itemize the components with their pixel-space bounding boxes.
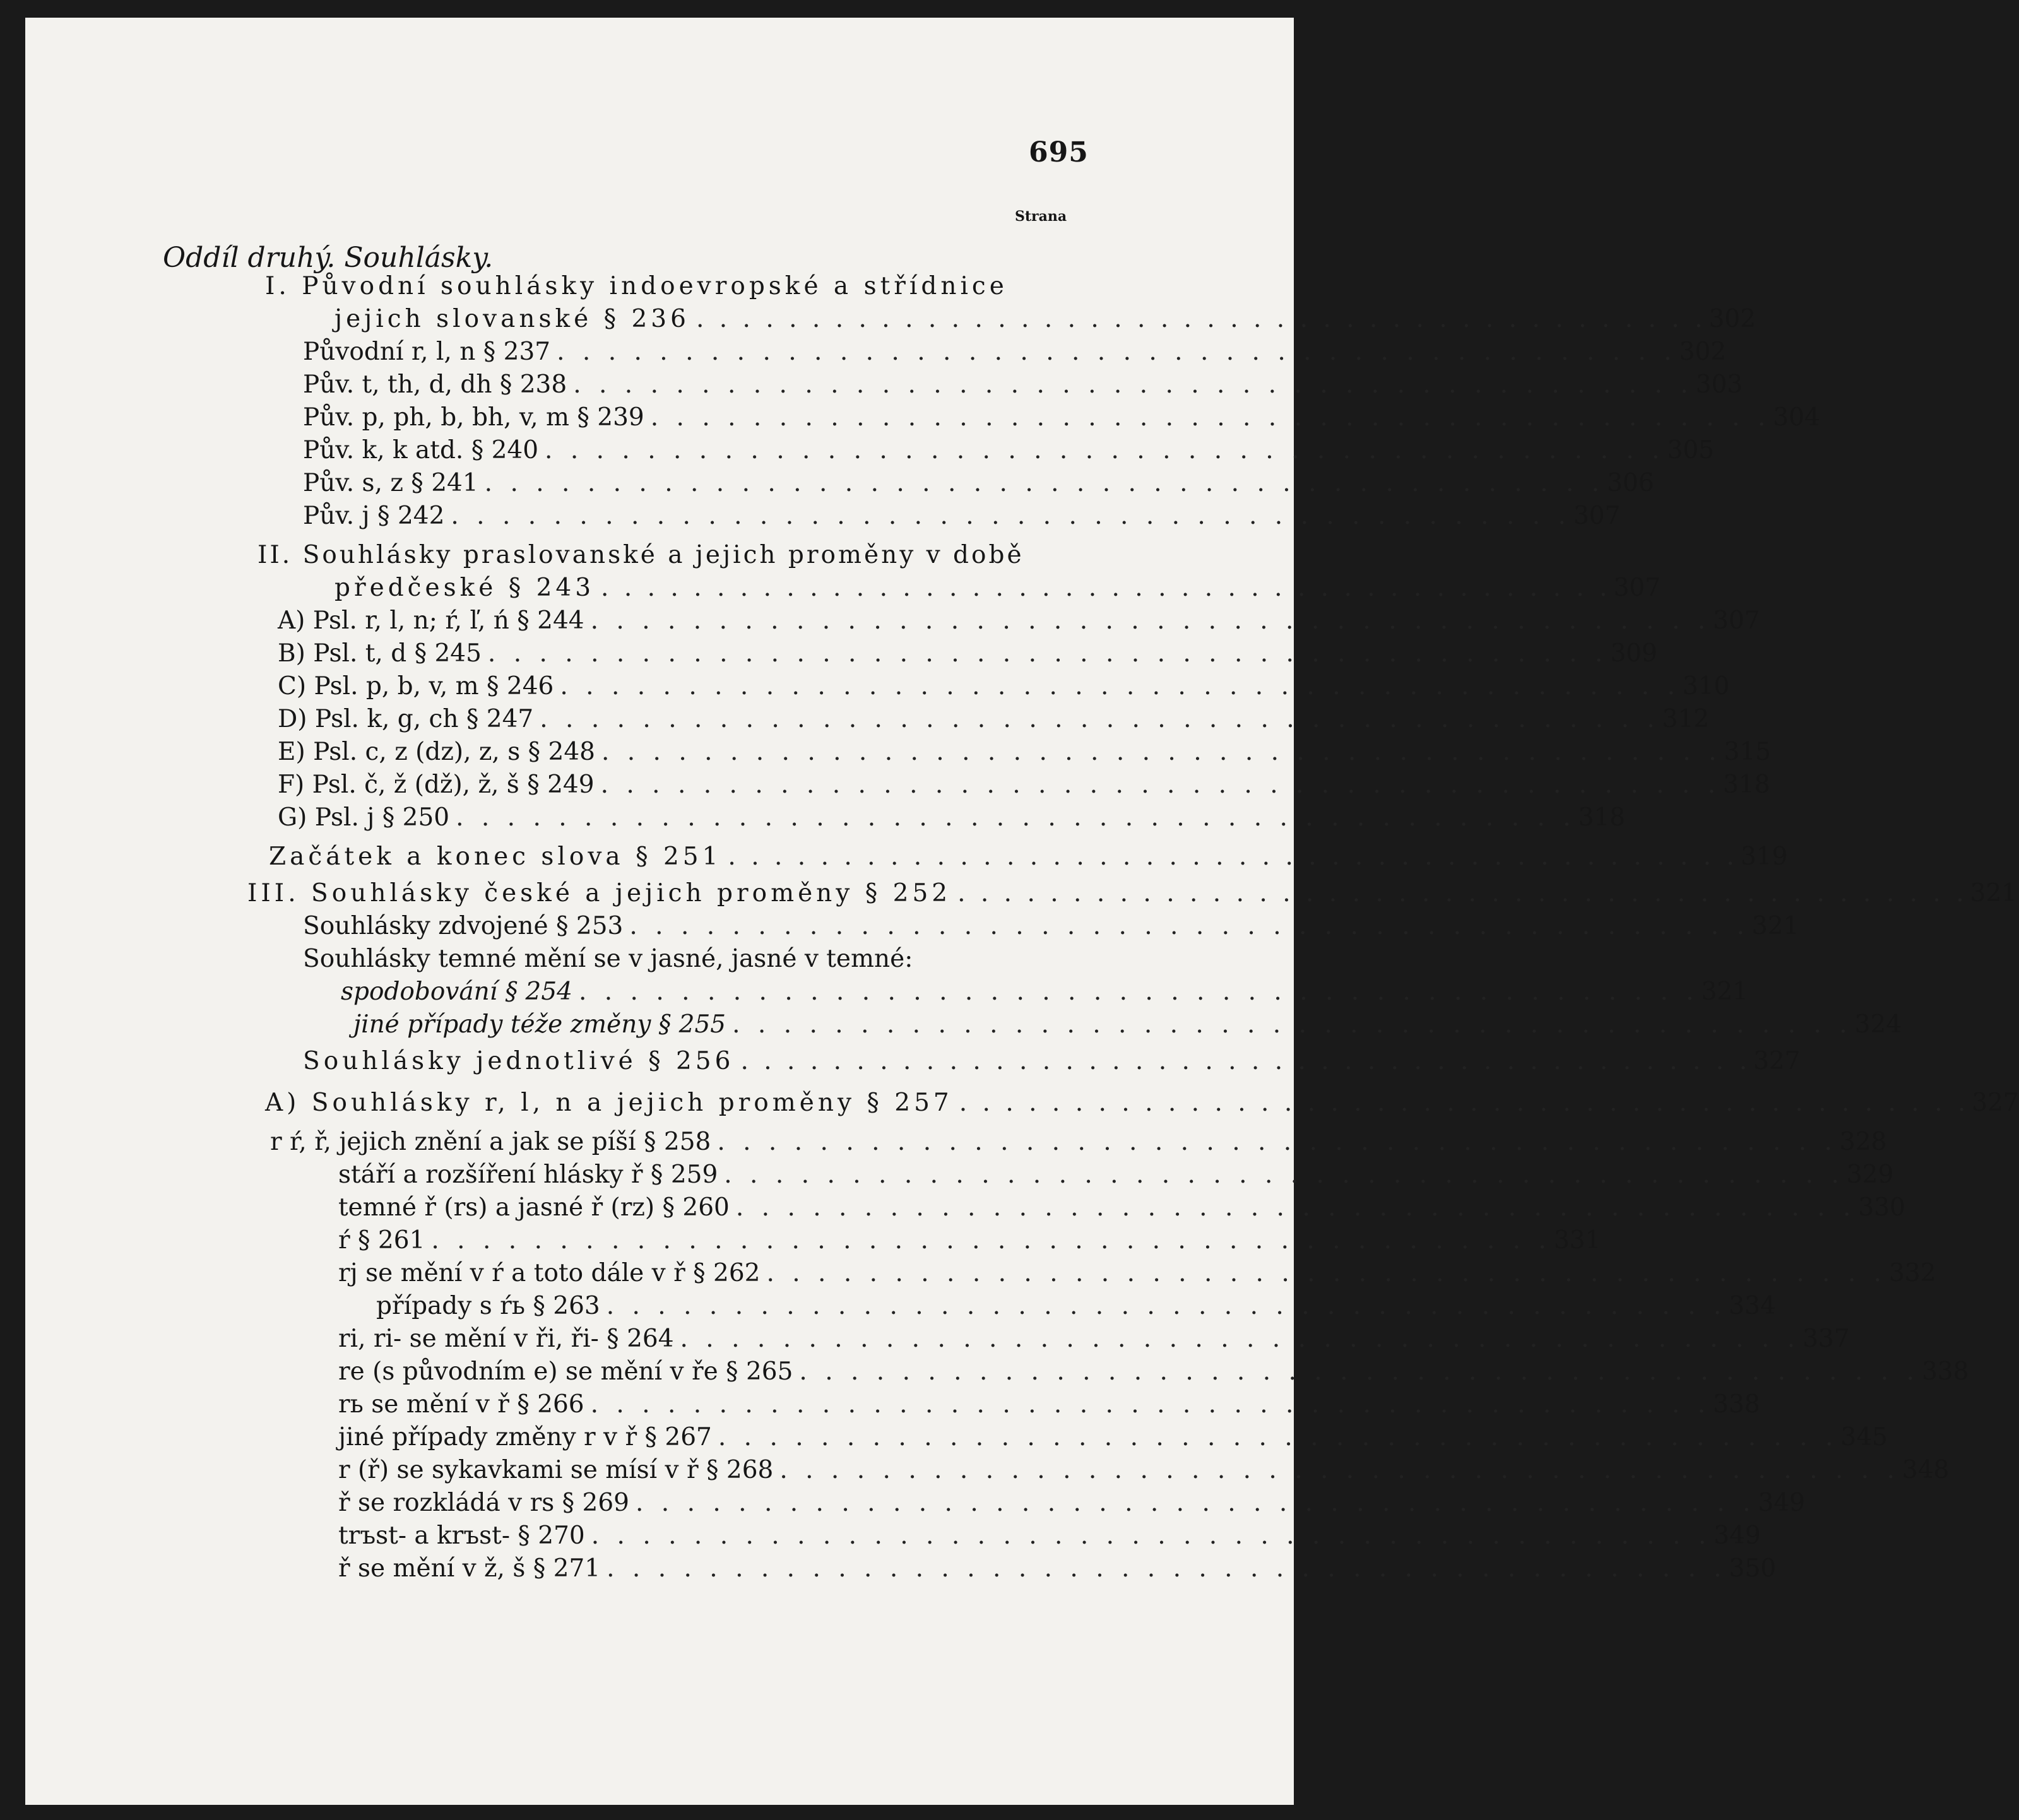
toc-entry: re (s původním e) se mění v ře § 265 . . . . . . . . . . . . . . . . . . . . . . . . . . . . . . . . . . . . . . . . . . . . 338 bbox=[338, 1357, 1969, 1386]
toc-entry: stáří a rozšíření hlásky ř § 259 . . . . . . . . . . . . . . . . . . . . . . . . . . . . . . . . . . . . . . . . . . . . 329 bbox=[338, 1161, 1894, 1189]
toc-entry: spodobování § 254 . . . . . . . . . . . . . . . . . . . . . . . . . . . . . . . . . . . . . . . . . . . . 321 bbox=[341, 978, 1748, 1006]
toc-entry: I. Původní souhlásky indoevropské a střídnice bbox=[265, 272, 1008, 300]
book-page bbox=[25, 18, 2019, 1805]
toc-entry: ř se rozkládá v rs § 269 . . . . . . . . . . . . . . . . . . . . . . . . . . . . . . . . . . . . . . . . . . . . 349 bbox=[338, 1489, 1805, 1517]
toc-entry: C) Psl. p, b, v, m § 246 . . . . . . . . . . . . . . . . . . . . . . . . . . . . . . . . . . . . . . . . . . . . 310 bbox=[278, 672, 1730, 700]
toc-entry: G) Psl. j § 250 . . . . . . . . . . . . . . . . . . . . . . . . . . . . . . . . . . . . . . . . . . . . 318 bbox=[278, 803, 1626, 832]
toc-entry: temné ř (rs) a jasné ř (rz) § 260 . . . . . . . . . . . . . . . . . . . . . . . . . . . . . . . . . . . . . . . . . . . . 330 bbox=[338, 1193, 1905, 1222]
toc-entry: ŕ § 261 . . . . . . . . . . . . . . . . . . . . . . . . . . . . . . . . . . . . . . . . . . . . 331 bbox=[338, 1226, 1601, 1255]
toc-entry: A) Souhlásky r, l, n a jejich proměny § 257 . . . . . . . . . . . . . . . . . . . . . . . . . . . . . . . . . . . . . . . . . . . . 327 bbox=[265, 1089, 2019, 1117]
toc-entry: ř se mění v ž, š § 271 . . . . . . . . . . . . . . . . . . . . . . . . . . . . . . . . . . . . . . . . . . . . 350 bbox=[338, 1554, 1777, 1583]
toc-entry: Pův. s, z § 241 . . . . . . . . . . . . . . . . . . . . . . . . . . . . . . . . . . . . . . . . . . . . 306 bbox=[303, 469, 1654, 497]
toc-entry: B) Psl. t, d § 245 . . . . . . . . . . . . . . . . . . . . . . . . . . . . . . . . . . . . . . . . . . . . 309 bbox=[278, 639, 1657, 668]
page-number: 695 bbox=[1029, 136, 1089, 168]
toc-entry: F) Psl. č, ž (dž), ž, š § 249 . . . . . . . . . . . . . . . . . . . . . . . . . . . . . . . . . . . . . . . . . . . . 318 bbox=[278, 771, 1770, 799]
toc-entry: Souhlásky jednotlivé § 256 . . . . . . . . . . . . . . . . . . . . . . . . . . . . . . . . . . . . . . . . . . . . 327 bbox=[303, 1047, 1801, 1075]
toc-entry: jejich slovanské § 236 . . . . . . . . . . . . . . . . . . . . . . . . . . . . . . . . . . . . . . . . . . . . 302 bbox=[335, 305, 1756, 333]
toc-entry: rь se mění v ř § 266 . . . . . . . . . . . . . . . . . . . . . . . . . . . . . . . . . . . . . . . . . . . . 338 bbox=[338, 1390, 1760, 1419]
toc-entry: trъst- a krъst- § 270 . . . . . . . . . . . . . . . . . . . . . . . . . . . . . . . . . . . . . . . . . . . . 349 bbox=[338, 1522, 1761, 1550]
toc-entry: Souhlásky temné mění se v jasné, jasné v temné: bbox=[303, 945, 913, 973]
toc-entry: Začátek a konec slova § 251 . . . . . . . . . . . . . . . . . . . . . . . . . . . . . . . . . . . . . . . . . . . . 319 bbox=[269, 842, 1788, 871]
toc-entry: II. Souhlásky praslovanské a jejich proměny v době bbox=[258, 541, 1024, 569]
toc-entry: E) Psl. c, z (dz), z, s § 248 . . . . . . . . . . . . . . . . . . . . . . . . . . . . . . . . . . . . . . . . . . . . 315 bbox=[278, 738, 1771, 766]
toc-entry: r ŕ, ř, jejich znění a jak se píší § 258 . . . . . . . . . . . . . . . . . . . . . . . . . . . . . . . . . . . . . . . . . . . . 328 bbox=[270, 1128, 1887, 1156]
toc-entry: případy s ŕь § 263 . . . . . . . . . . . . . . . . . . . . . . . . . . . . . . . . . . . . . . . . . . . . 334 bbox=[376, 1292, 1776, 1320]
page-column-header: Strana bbox=[1015, 208, 1067, 225]
toc-entry: r (ř) se sykavkami se mísí v ř § 268 . . . . . . . . . . . . . . . . . . . . . . . . . . . . . . . . . . . . . . . . . . . . 348 bbox=[338, 1456, 1950, 1484]
toc-entry: Pův. p, ph, b, bh, v, m § 239 . . . . . . . . . . . . . . . . . . . . . . . . . . . . . . . . . . . . . . . . . . . . 304 bbox=[303, 403, 1820, 432]
toc-entry: Souhlásky zdvojené § 253 . . . . . . . . . . . . . . . . . . . . . . . . . . . . . . . . . . . . . . . . . . . . 321 bbox=[303, 912, 1799, 940]
section-title: Oddíl druhý. Souhlásky. bbox=[163, 242, 494, 274]
toc-entry: D) Psl. k, g, ch § 247 . . . . . . . . . . . . . . . . . . . . . . . . . . . . . . . . . . . . . . . . . . . . 312 bbox=[278, 705, 1710, 733]
toc-entry: rj se mění v ŕ a toto dále v ř § 262 . . . . . . . . . . . . . . . . . . . . . . . . . . . . . . . . . . . . . . . . . . . . 332 bbox=[338, 1259, 1936, 1287]
toc-entry: jiné případy změny r v ř § 267 . . . . . . . . . . . . . . . . . . . . . . . . . . . . . . . . . . . . . . . . . . . . 345 bbox=[338, 1423, 1888, 1451]
toc-entry: Původní r, l, n § 237 . . . . . . . . . . . . . . . . . . . . . . . . . . . . . . . . . . . . . . . . . . . . 302 bbox=[303, 338, 1727, 366]
toc-entry: ri, ri- se mění v ři, ři- § 264 . . . . . . . . . . . . . . . . . . . . . . . . . . . . . . . . . . . . . . . . . . . . 337 bbox=[338, 1325, 1850, 1353]
toc-entry: jiné případy téže změny § 255 . . . . . . . . . . . . . . . . . . . . . . . . . . . . . . . . . . . . . . . . . . . . 324 bbox=[353, 1010, 1902, 1039]
toc-entry: Pův. k, k atd. § 240 . . . . . . . . . . . . . . . . . . . . . . . . . . . . . . . . . . . . . . . . . . . . 305 bbox=[303, 436, 1715, 464]
toc-entry: Pův. j § 242 . . . . . . . . . . . . . . . . . . . . . . . . . . . . . . . . . . . . . . . . . . . . 307 bbox=[303, 502, 1621, 530]
toc-entry: III. Souhlásky české a jejich proměny § 252 . . . . . . . . . . . . . . . . . . . . . . . . . . . . . . . . . . . . . . . . . . . . 321 bbox=[247, 879, 2018, 907]
toc-entry: předčeské § 243 . . . . . . . . . . . . . . . . . . . . . . . . . . . . . . . . . . . . . . . . . . . . 307 bbox=[335, 574, 1661, 602]
toc-entry: A) Psl. r, l, n; ŕ, ľ, ń § 244 . . . . . . . . . . . . . . . . . . . . . . . . . . . . . . . . . . . . . . . . . . . . 307 bbox=[278, 606, 1760, 635]
toc-entry: Pův. t, th, d, dh § 238 . . . . . . . . . . . . . . . . . . . . . . . . . . . . . . . . . . . . . . . . . . . . 303 bbox=[303, 370, 1743, 399]
